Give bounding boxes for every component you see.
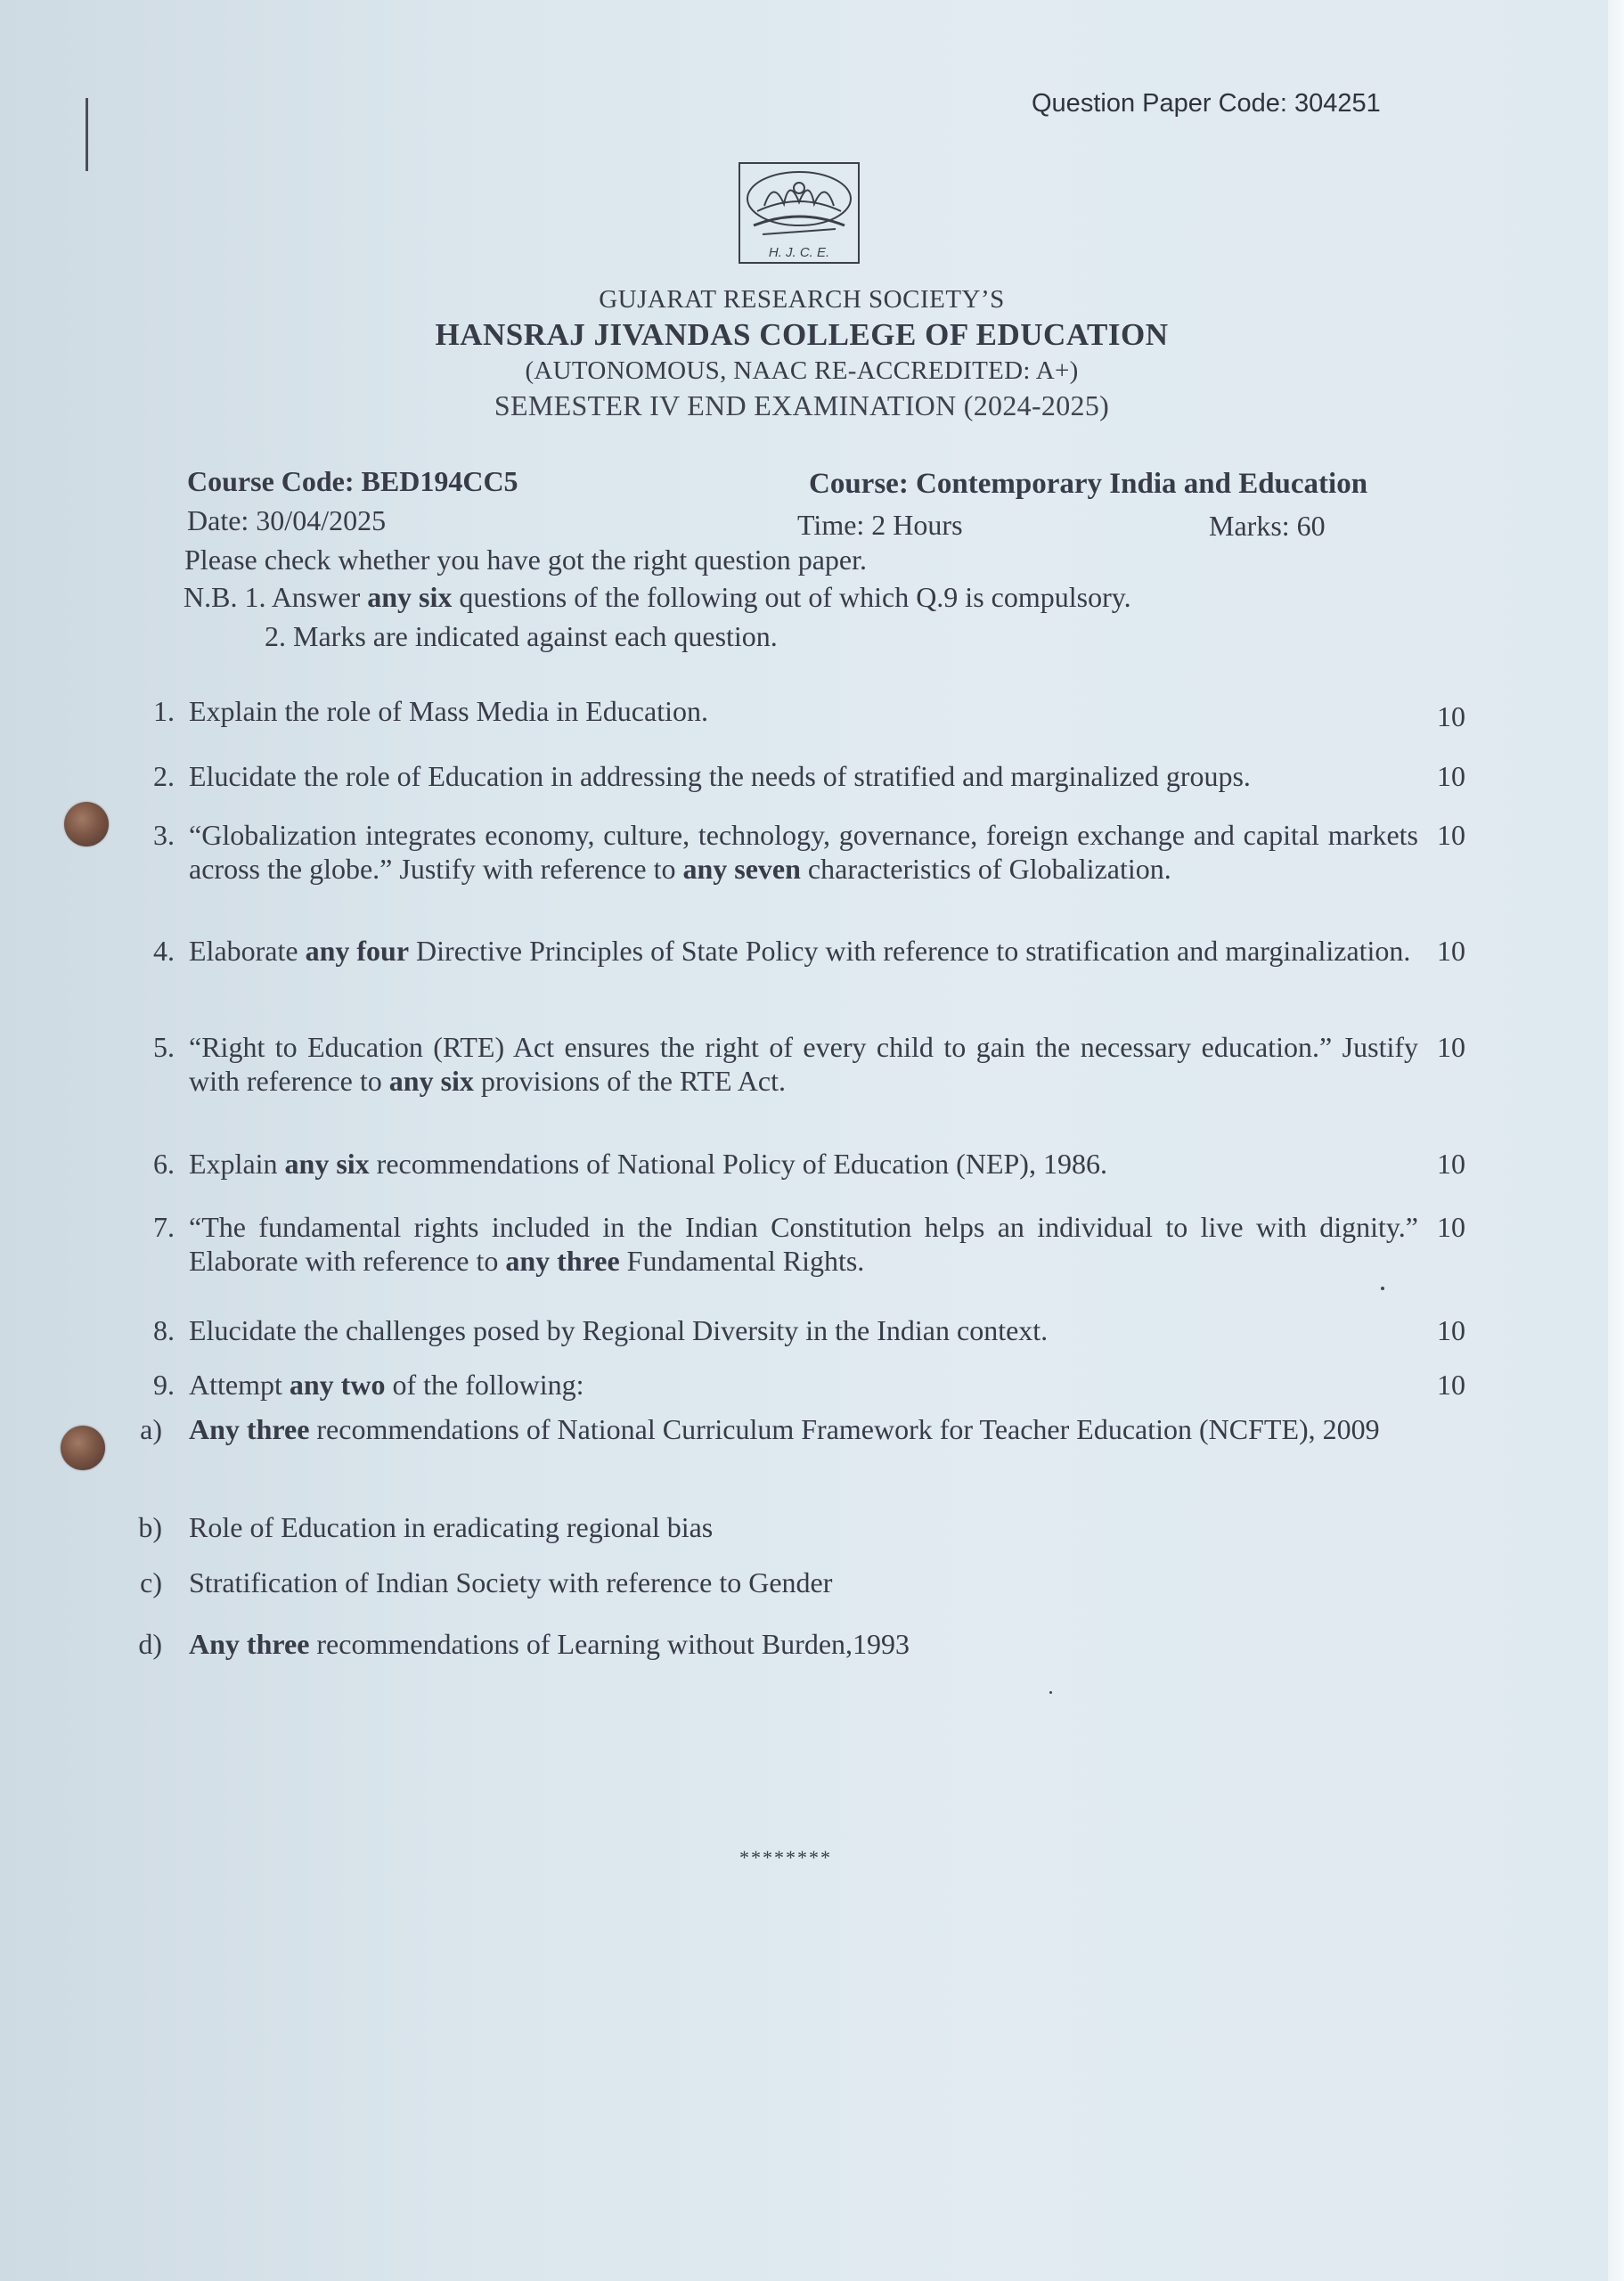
society-name: GUJARAT RESEARCH SOCIETY’S bbox=[599, 285, 1005, 314]
college-logo bbox=[738, 161, 861, 265]
margin-pen-mark bbox=[86, 98, 88, 171]
svg-text:H. J. C. E.: H. J. C. E. bbox=[768, 245, 830, 260]
question-paper-code: Question Paper Code: 304251 bbox=[1032, 89, 1381, 118]
punch-hole bbox=[61, 1426, 105, 1470]
ink-speck bbox=[1049, 1691, 1052, 1694]
question-marks: 10 bbox=[1437, 1314, 1465, 1346]
end-of-paper-mark: ******** bbox=[739, 1846, 832, 1868]
question-marks: 10 bbox=[1437, 1369, 1465, 1401]
question-marks: 10 bbox=[1437, 1031, 1465, 1063]
question-marks: 10 bbox=[1437, 700, 1465, 732]
ink-speck bbox=[1381, 1287, 1384, 1290]
course-code: Course Code: BED194CC5 bbox=[187, 465, 518, 497]
course-name: Course: Contemporary India and Education bbox=[809, 468, 1368, 500]
instruction-1: N.B. 1. Answer any six questions of the following out of which Q.9 is compulsory. bbox=[184, 581, 1131, 613]
exam-date: Date: 30/04/2025 bbox=[187, 504, 387, 536]
instruction-2: 2. Marks are indicated against each question. bbox=[265, 620, 778, 652]
question-marks: 10 bbox=[1437, 819, 1465, 851]
question-marks: 10 bbox=[1437, 1211, 1465, 1243]
exam-title: SEMESTER IV END EXAMINATION (2024-2025) bbox=[494, 389, 1110, 421]
punch-hole bbox=[64, 802, 109, 846]
question-marks: 10 bbox=[1437, 1148, 1465, 1180]
exam-time: Time: 2 Hours bbox=[797, 509, 963, 541]
question-marks: 10 bbox=[1437, 760, 1465, 792]
accreditation: (AUTONOMOUS, NAAC RE-ACCREDITED: A+) bbox=[525, 356, 1079, 385]
question-marks: 10 bbox=[1437, 935, 1465, 967]
page-edge bbox=[1608, 0, 1624, 2281]
college-name: HANSRAJ JIVANDAS COLLEGE OF EDUCATION bbox=[435, 317, 1169, 352]
check-note: Please check whether you have got the right question paper. bbox=[184, 544, 867, 576]
total-marks: Marks: 60 bbox=[1209, 510, 1326, 542]
